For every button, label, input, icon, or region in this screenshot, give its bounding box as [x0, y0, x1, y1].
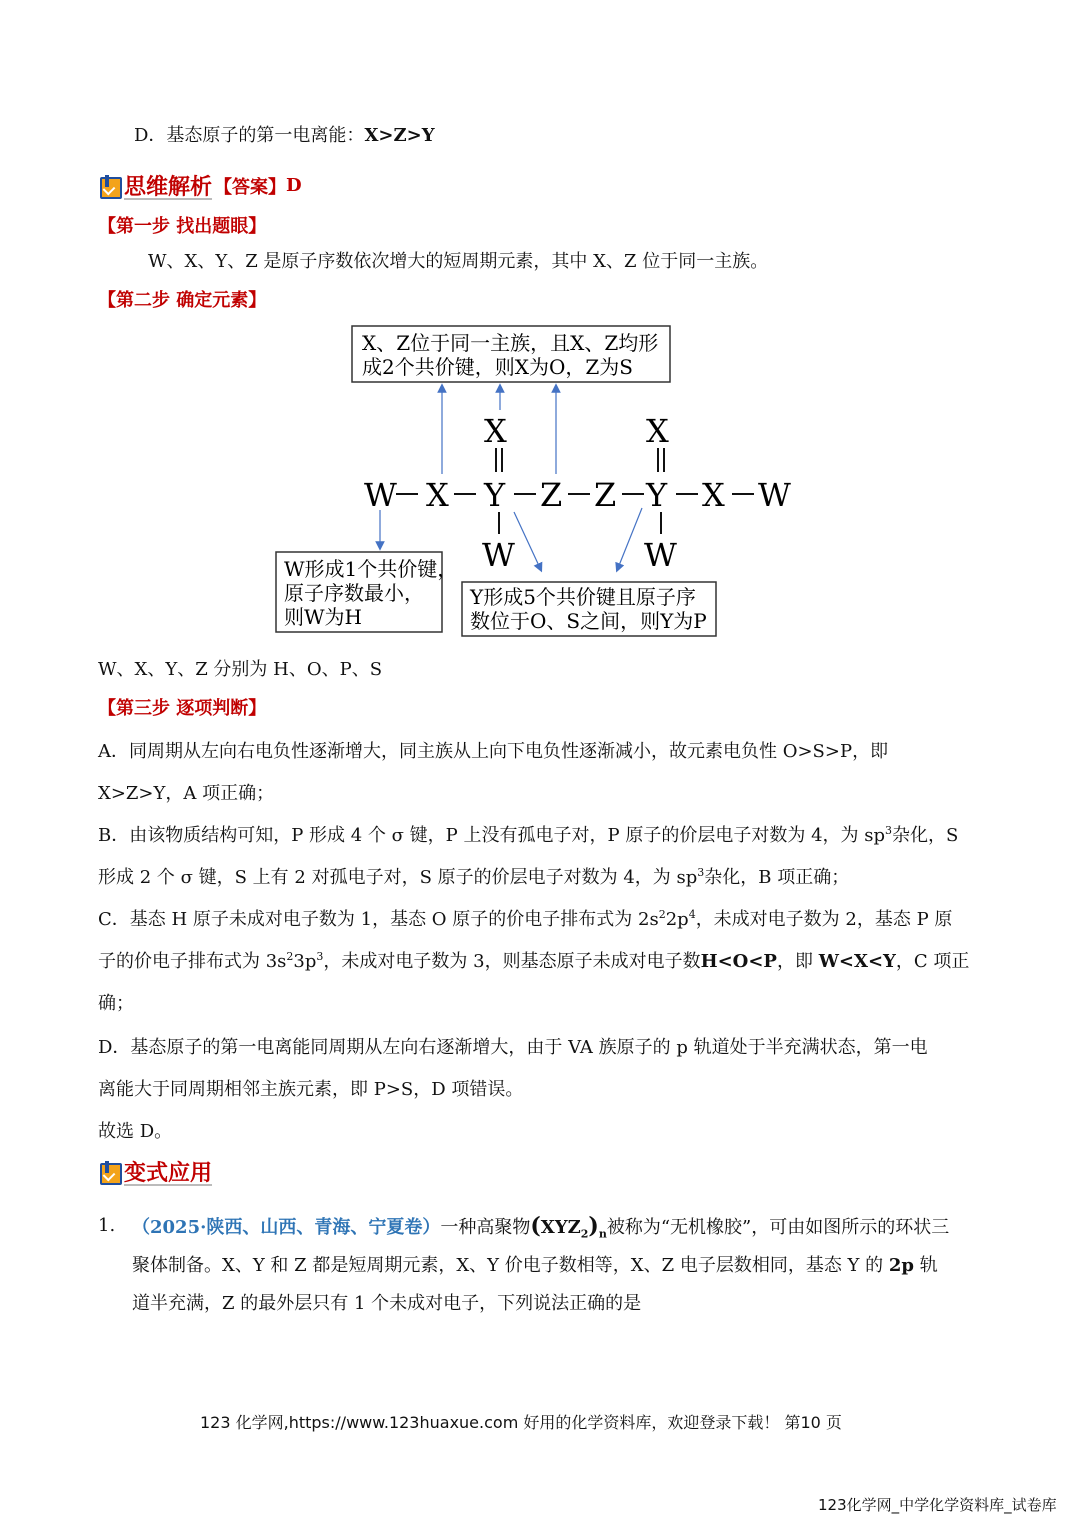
result-line: W、X、Y、Z 分别为 H、O、P、S: [98, 659, 383, 680]
para-c-line2: 子的价电子排布式为 $3s^23p^3$，未成对电子数为 3，则基态原子未成对电子数H<O<P，即 W<X<Y，C 项正: [98, 950, 970, 972]
bottom-w-2: W: [644, 536, 677, 574]
para-b-line2: 形成 2 个 σ 键，S 上有 2 对孤电子对，S 原子的价层电子对数为 4，为 $sp^3$杂化，B 项正确；: [98, 866, 850, 888]
top-x-2: X: [646, 412, 669, 450]
variant-header: [98, 1156, 212, 1187]
structure-diagram: [270, 318, 810, 640]
conclusion: 故选 D。: [98, 1121, 173, 1142]
box-right-line1: Y形成5个共价键且原子序: [470, 585, 696, 609]
chain-x-1: X: [426, 476, 449, 514]
step2-title: 【第二步 确定元素】: [98, 290, 267, 311]
chain-y-2: Y: [646, 476, 668, 514]
answer-label: 【答案】: [214, 176, 287, 198]
watermark: 123化学网_中学化学资料库_试卷库: [818, 1496, 1057, 1514]
chain-z-2: Z: [594, 476, 617, 514]
variant-title: 变式应用: [124, 1161, 213, 1186]
book-icon: [98, 1161, 122, 1183]
q1-line3: 道半充满，Z 的最外层只有 1 个未成对电子，下列说法正确的是: [132, 1293, 642, 1314]
answer-value: D: [286, 175, 302, 196]
analysis-header: [98, 170, 302, 201]
para-b-line1: B．由该物质结构可知，P 形成 4 个 σ 键，P 上没有孤电子对，P 原子的价层电子对数为 4，为 $sp^3$杂化，S: [98, 824, 959, 846]
chain-z-1: Z: [540, 476, 563, 514]
step3-title: 【第三步 逐项判断】: [98, 698, 267, 719]
chain-w-1: W: [364, 476, 397, 514]
book-icon: [98, 175, 122, 197]
option-d-line: D．基态原子的第一电离能：X>Z>Y: [134, 125, 435, 146]
chain-x-2: X: [702, 476, 725, 514]
box-left-line3: 则W为H: [284, 605, 362, 629]
box-left-line2: 原子序数最小，: [284, 581, 424, 605]
box-top-line2: 成2个共价键，则X为O，Z为S: [362, 355, 633, 379]
para-d-line1: D．基态原子的第一电离能同周期从左向右逐渐增大，由于 VA 族原子的 p 轨道处于半充满状态，第一电: [98, 1037, 928, 1058]
q1-line1: （2025·陕西、山西、青海、宁夏卷）一种高聚物$(XYZ_2)_n$被称为“无机橡胶”，可由如图所示的环状三: [132, 1213, 950, 1241]
para-d-line2: 离能大于同周期相邻主族元素，即 P>S，D 项错误。: [98, 1079, 524, 1100]
q1-source: （2025·陕西、山西、青海、宁夏卷）: [132, 1217, 441, 1238]
chain-y-1: Y: [484, 476, 506, 514]
q1-number: 1.: [98, 1215, 116, 1236]
para-a-line2: X>Z>Y，A 项正确；: [98, 783, 275, 804]
bottom-w-1: W: [482, 536, 515, 574]
chain-w-2: W: [758, 476, 791, 514]
para-c-line1: C．基态 H 原子未成对电子数为 1，基态 O 原子的价电子排布式为 $2s^22p^4$，未成对电子数为 2，基态 P 原: [98, 908, 953, 930]
box-top-line1: X、Z位于同一主族，且X、Z均形: [362, 331, 659, 355]
q1-line2: 聚体制备。X、Y 和 Z 都是短周期元素，X、Y 价电子数相等，X、Z 电子层数相同，基态 Y 的 2p 轨: [132, 1255, 938, 1276]
step1-title: 【第一步 找出题眼】: [98, 216, 267, 237]
analysis-title: 思维解析: [124, 175, 213, 200]
page-footer: 123 化学网,https://www.123huaxue.com 好用的化学资料库，欢迎登录下载！ 第10 页: [200, 1413, 842, 1432]
box-left-line1: W形成1个共价键，: [284, 557, 458, 581]
top-x-1: X: [484, 412, 507, 450]
box-right-line2: 数位于O、S之间，则Y为P: [470, 609, 707, 633]
para-a-line1: A．同周期从左向右电负性逐渐增大，同主族从上向下电负性逐渐减小，故元素电负性 O>S>P，即: [98, 741, 889, 762]
para-c-line3: 确；: [98, 993, 134, 1014]
step1-text: W、X、Y、Z 是原子序数依次增大的短周期元素，其中 X、Z 位于同一主族。: [148, 251, 769, 272]
